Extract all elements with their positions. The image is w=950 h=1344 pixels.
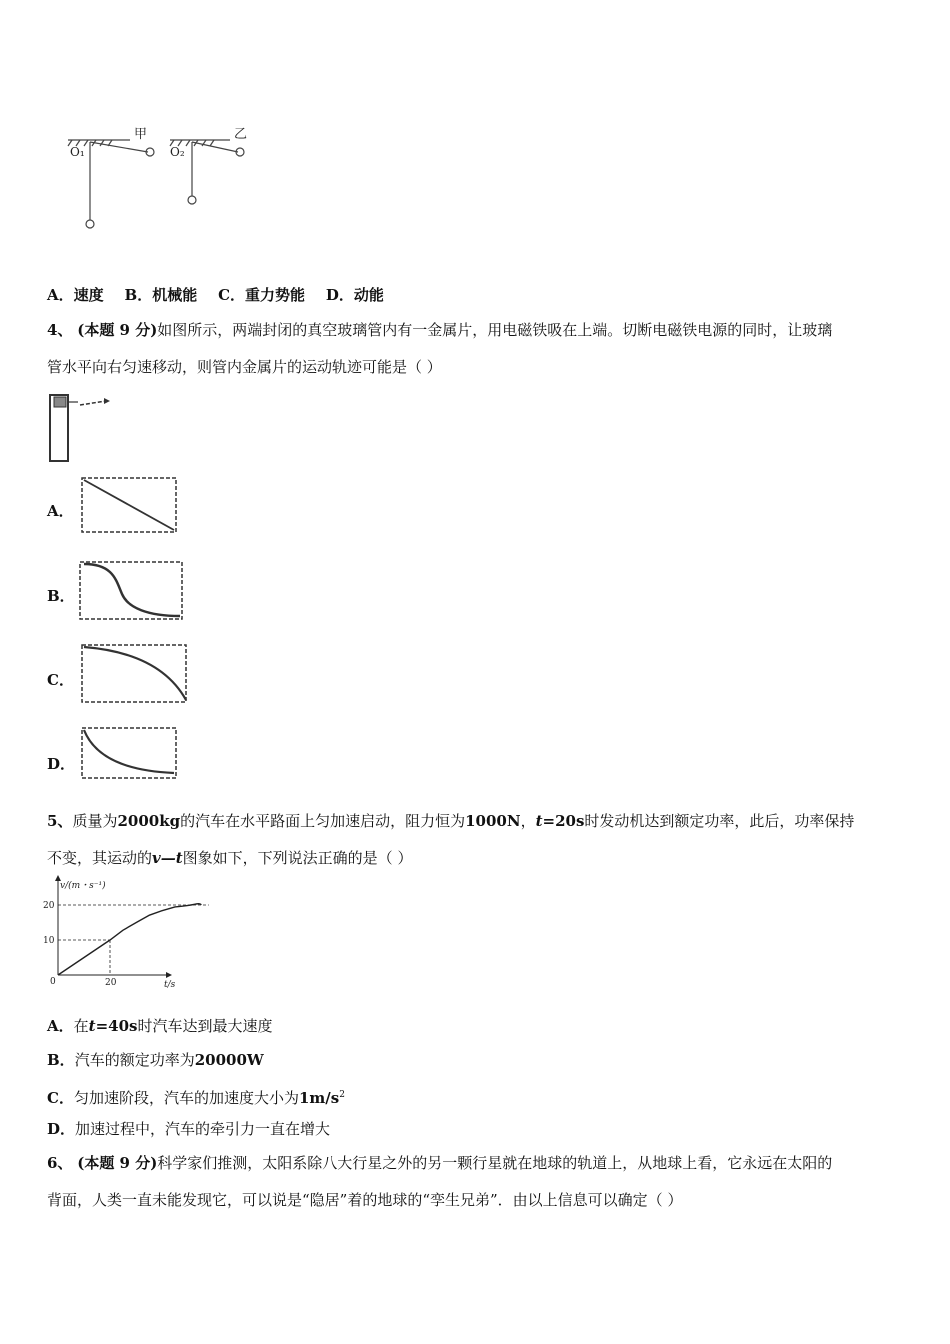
origin-label: 0: [50, 977, 56, 987]
q4-option-c-label[interactable]: C．: [47, 671, 74, 689]
q5-option-b-text: 汽车的额定功率为: [74, 1051, 195, 1069]
q4-option-a-figure: [80, 475, 180, 537]
q5-number: 5、: [47, 812, 73, 830]
q5-text-2a: 不变，其运动的: [47, 849, 153, 867]
q5-option-a-text-c: 时汽车达到最大速度: [137, 1017, 273, 1035]
q5-text-1a: 质量为: [72, 812, 118, 830]
label-yi: 乙: [234, 127, 248, 142]
q5-text-1c: 时发动机达到额定功率，此后，功率保持: [584, 812, 855, 830]
q5-option-b-value: 20000W: [194, 1051, 264, 1069]
q5-option-d-text: 加速过程中，汽车的牵引力一直在增大: [75, 1120, 331, 1138]
label-o1: O₁: [70, 145, 85, 159]
q5-option-b-label: B．: [47, 1051, 75, 1069]
q5-force: 1000N: [465, 812, 521, 830]
q4-option-d-label[interactable]: D．: [47, 755, 76, 773]
series-v-line: [58, 904, 201, 975]
q4-line1: [47, 320, 832, 340]
q5-option-a-text: 在: [73, 1017, 89, 1035]
y-tick-10: 10: [43, 936, 55, 946]
q5-option-d-label: D．: [47, 1120, 76, 1138]
q5-option-a-t: t: [88, 1017, 96, 1035]
q5-option-a-time: =40s: [95, 1017, 138, 1035]
q5-time: =20s: [542, 812, 585, 830]
q5-option-a-label: A．: [47, 1017, 74, 1035]
label-o2: O₂: [170, 145, 185, 159]
q4-option-a-label[interactable]: A．: [47, 502, 74, 520]
q6-line2: 背面，人类一直未能发现它，可以说是“隐居”着的地球的“孪生兄弟”．由以上信息可以确定（ ）: [47, 1191, 683, 1209]
q5-option-c-value: 1m/s: [298, 1089, 340, 1107]
q5-option-c[interactable]: [47, 1085, 345, 1108]
q5-text-2b: 图象如下，下列说法正确的是（ ）: [182, 849, 413, 867]
q5-option-d[interactable]: [47, 1119, 330, 1139]
tube-figure: [48, 393, 118, 465]
q5-mass: 2000kg: [117, 812, 181, 830]
q6-meta: (本题 9 分): [77, 1154, 158, 1172]
pendulum-figure: [60, 120, 260, 240]
q4-text-line1: 如图所示，两端封闭的真空玻璃管内有一金属片，用电磁铁吸在上端。切断电磁铁电源的同时，让玻璃: [157, 321, 833, 339]
x-axis-arrow: [166, 972, 172, 978]
y-axis-label: v/(m・s⁻¹): [60, 881, 106, 891]
label-jia: 甲: [134, 127, 148, 142]
q5-option-c-text: 匀加速阶段，汽车的加速度大小为: [73, 1089, 299, 1107]
q5-option-b[interactable]: [47, 1050, 264, 1070]
x-tick-20: 20: [105, 978, 117, 988]
q4-option-d-figure: [80, 725, 180, 783]
y-tick-20: 20: [43, 901, 55, 911]
q5-option-a[interactable]: [47, 1016, 273, 1036]
q4-option-b-label[interactable]: B．: [47, 587, 75, 605]
x-axis-label: t/s: [164, 980, 176, 990]
q5-line2: [47, 848, 412, 868]
q4-option-c-figure: [80, 643, 190, 705]
q3-options: A．速度 B．机械能 C．重力势能 D．动能: [47, 286, 384, 304]
q4-line2: 管水平向右匀速移动，则管内金属片的运动轨迹可能是（ ）: [47, 358, 442, 376]
q5-option-c-label: C．: [47, 1089, 74, 1107]
q4-meta: (本题 9 分): [77, 321, 158, 339]
vt-chart: [40, 872, 190, 990]
q5-text-1b: 的汽车在水平路面上匀加速启动，阻力恒为: [180, 812, 466, 830]
q4-number: 4、: [47, 321, 73, 339]
q6-text-line1: 科学家们推测，太阳系除八大行星之外的另一颗行星就在地球的轨道上，从地球上看，它永远在太阳的: [157, 1154, 833, 1172]
q5-sep: ，: [520, 812, 536, 830]
q6-number: 6、: [47, 1154, 73, 1172]
q5-t-var: t: [535, 812, 543, 830]
q6-line1: [47, 1153, 832, 1173]
q4-option-b-figure: [78, 560, 186, 622]
q5-option-c-sup: 2: [339, 1090, 345, 1100]
q5-line1: [47, 811, 854, 831]
q5-vt: v—t: [152, 849, 183, 867]
